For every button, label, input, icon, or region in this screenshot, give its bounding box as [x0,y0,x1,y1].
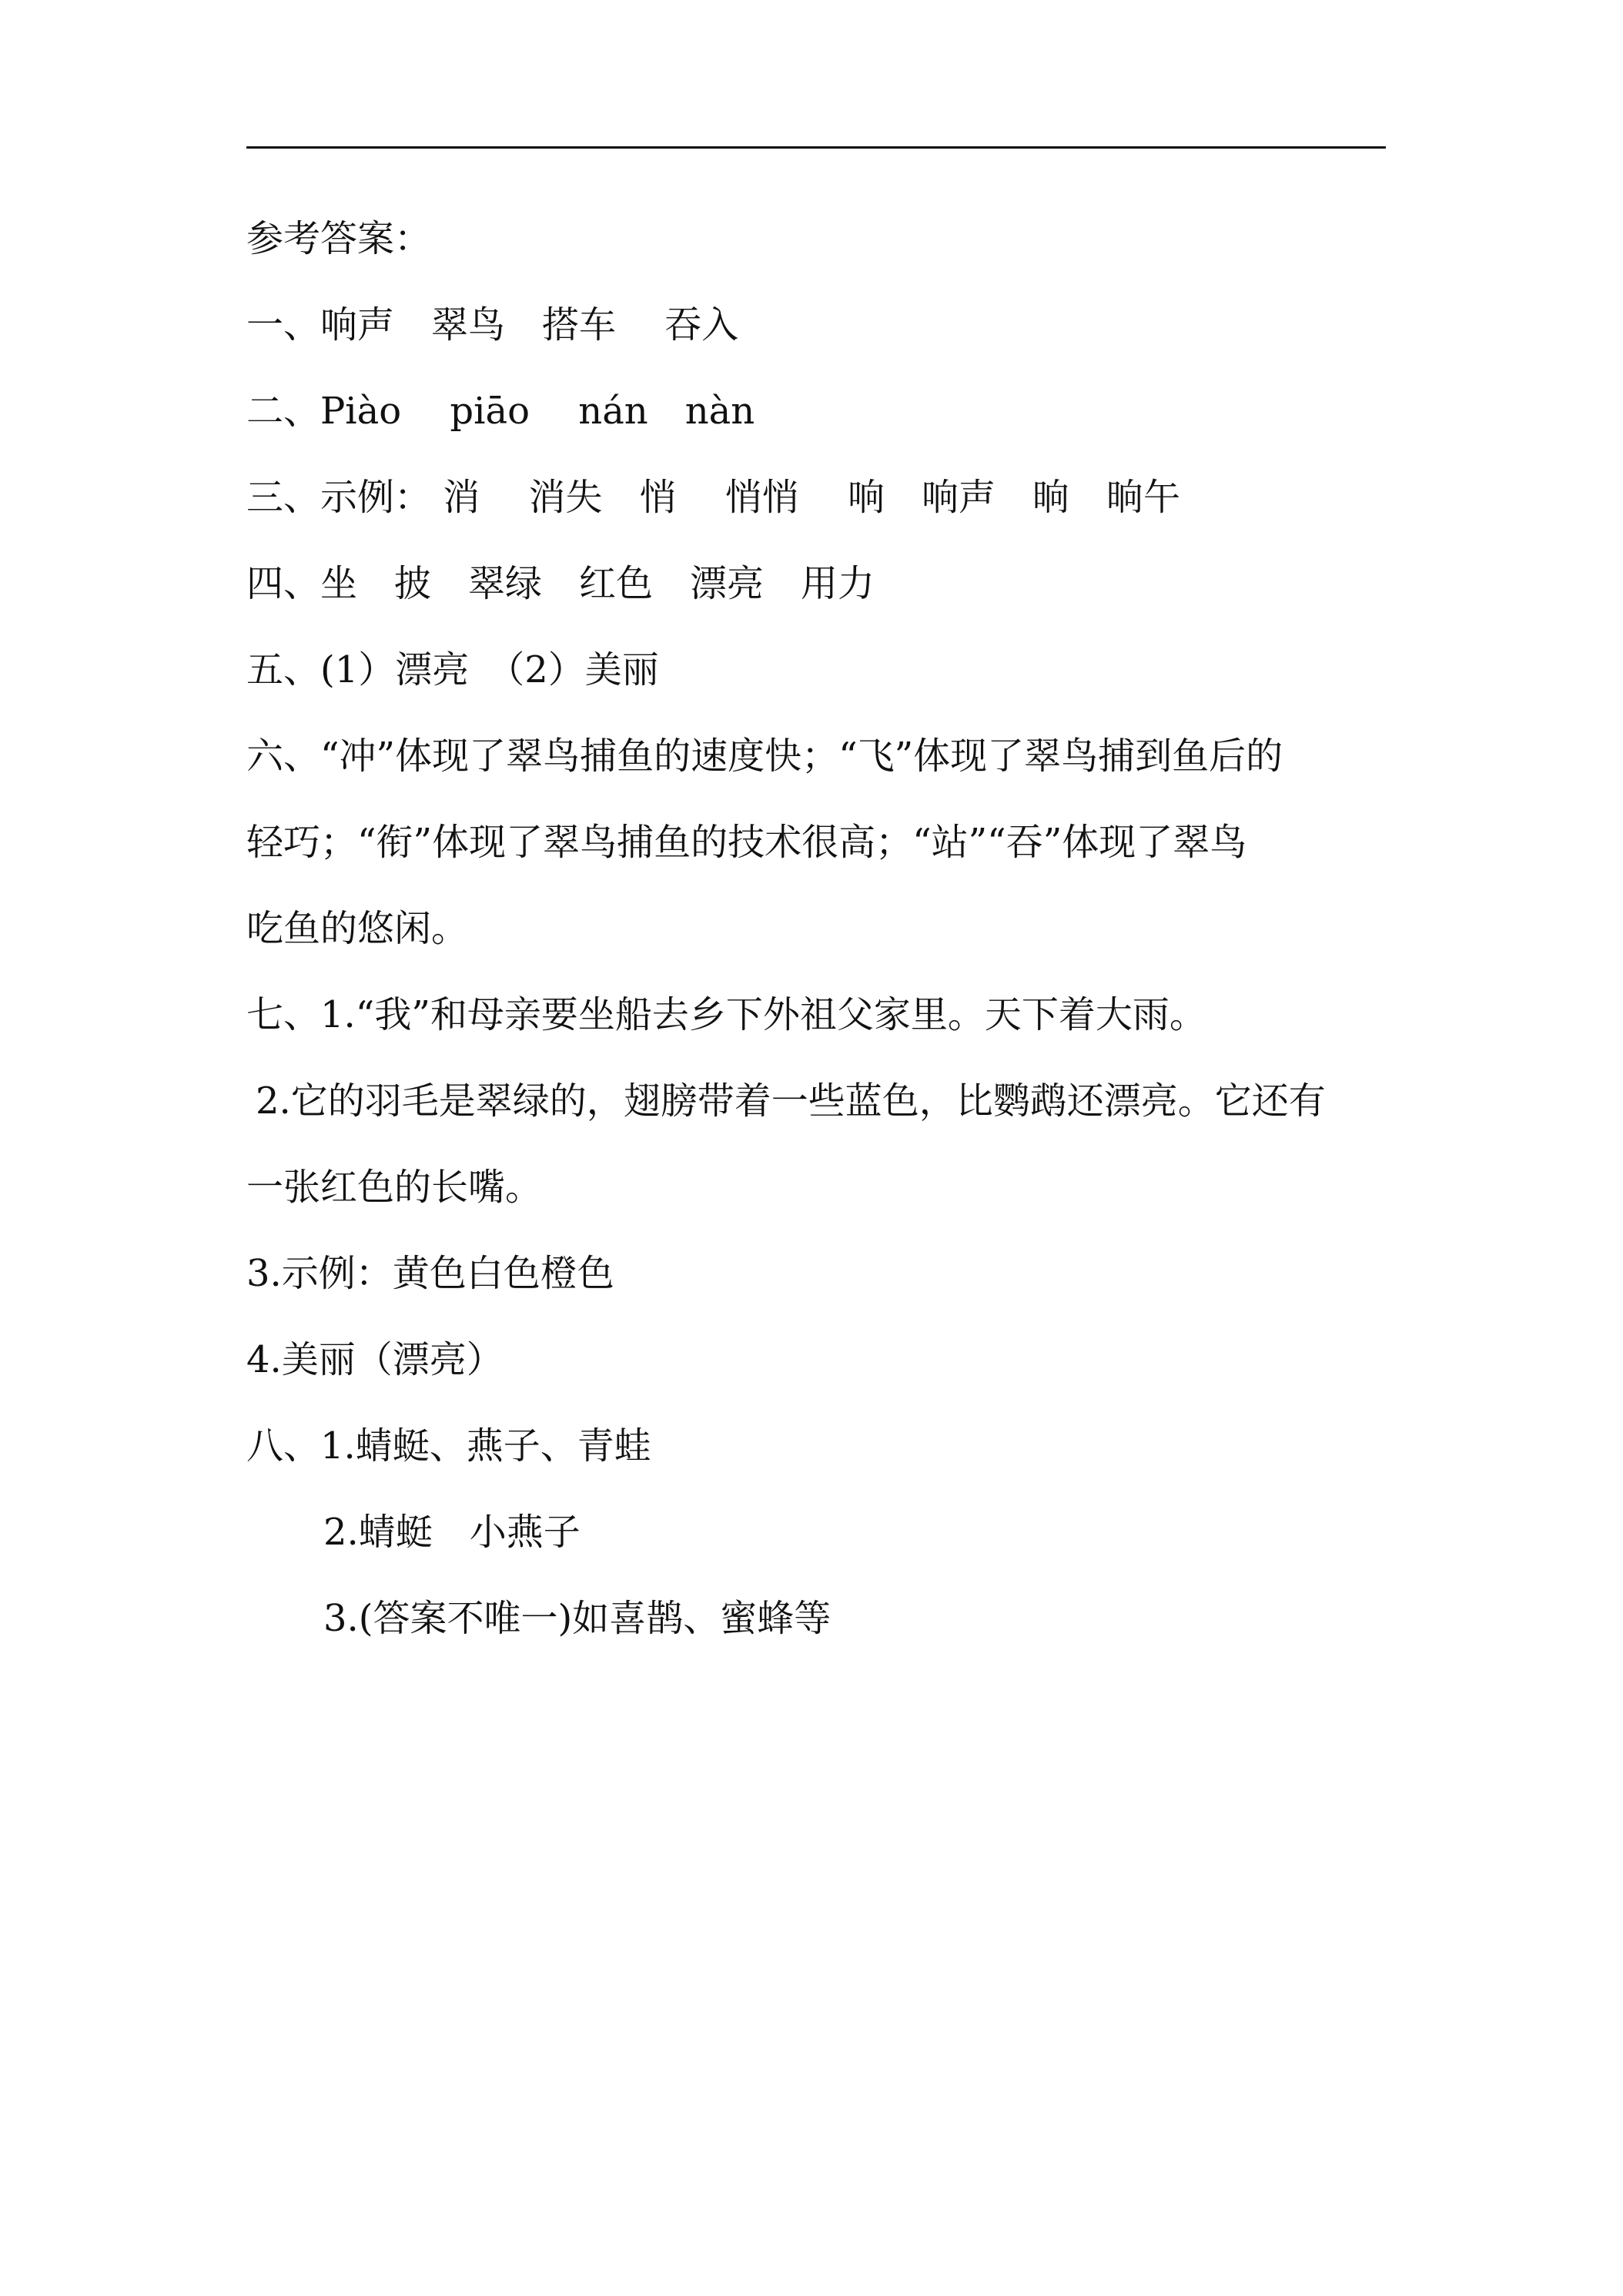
answer-line-11: 一张红色的长嘴。 [246,1166,543,1209]
answer-line-14: 八、1.蜻蜓、燕子、青蛙 [246,1424,651,1468]
answer-line-9: 七、1.“我”和母亲要坐船去乡下外祖父家里。天下着大雨。 [246,993,1206,1036]
answer-line-5: 五、(1）漂亮 （2）美丽 [246,648,659,691]
answer-line-16: 3.(答案不唯一)如喜鹊、蜜蜂等 [323,1597,832,1640]
answer-line-7: 轻巧；“衔”体现了翠鸟捕鱼的技术很高；“站”“吞”体现了翠鸟 [246,821,1247,864]
answer-line-1: 一、响声 翠鸟 搭车 吞入 [246,303,739,346]
answer-line-8: 吃鱼的悠闲。 [246,907,469,950]
answer-line-12: 3.示例：黄色白色橙色 [246,1252,614,1295]
answer-line-2: 二、Piào piāo nán nàn [246,390,755,433]
answer-line-13: 4.美丽（漂亮） [246,1338,504,1381]
answer-line-15: 2.蜻蜓 小燕子 [323,1511,581,1554]
answer-line-3: 三、示例： 消 消失 悄 悄悄 响 响声 晌 晌午 [246,476,1181,519]
header-rule [246,146,1386,149]
answer-line-10: 2.它的羽毛是翠绿的，翅膀带着一些蓝色，比鹦鹉还漂亮。它还有 [256,1079,1326,1123]
answer-line-4: 四、坐 披 翠绿 红色 漂亮 用力 [246,562,875,605]
answer-title: 参考答案： [246,217,432,260]
answer-line-6: 六、“冲”体现了翠鸟捕鱼的速度快；“飞”体现了翠鸟捕到鱼后的 [246,735,1283,778]
